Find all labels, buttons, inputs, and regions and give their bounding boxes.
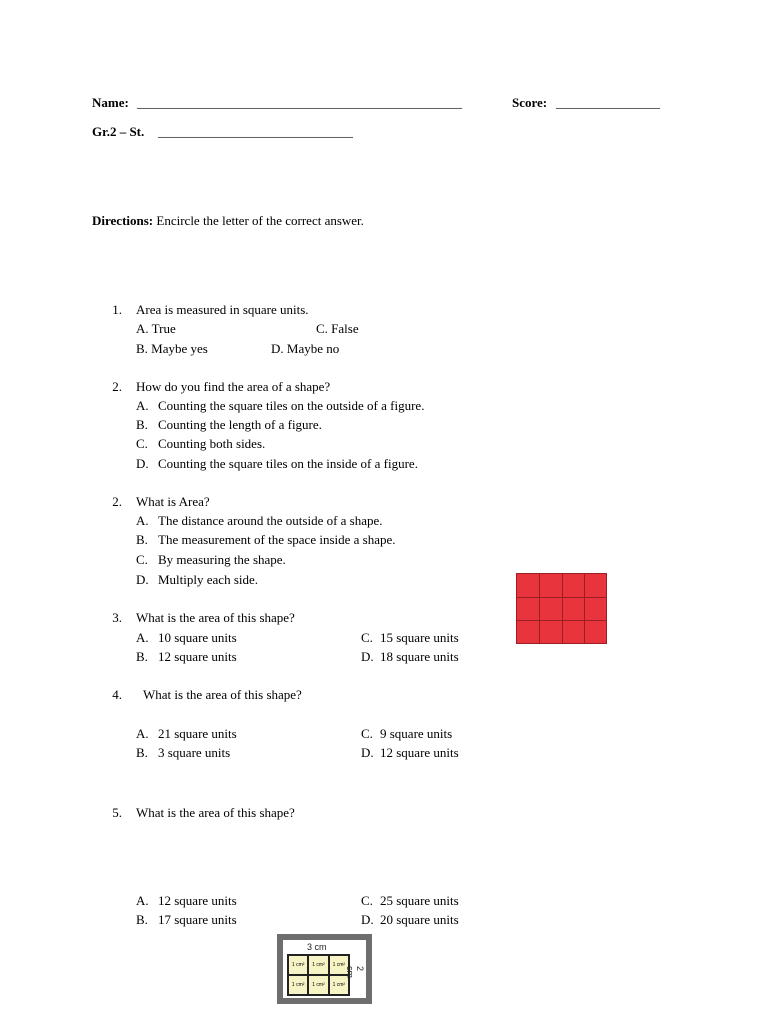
question-4-option-c-text[interactable]: 15 square units [380, 630, 459, 645]
question-2-number: 2. [112, 379, 122, 394]
unit-square-cell: 1 cm² [329, 955, 349, 975]
question-6-text: What is the area of this shape? [136, 805, 295, 820]
question-4-option-a-text[interactable]: 10 square units [158, 630, 237, 645]
question-3-number: 2. [112, 494, 122, 509]
question-3-option-b-letter[interactable]: B. [136, 532, 148, 547]
question-5-number: 4. [112, 687, 122, 702]
question-3-option-c-letter[interactable]: C. [136, 552, 148, 567]
rectangle-figure-inner [283, 940, 366, 998]
name-label: Name: [92, 95, 129, 110]
rectangle-unit-grid [287, 954, 350, 996]
question-1-option-c[interactable]: C. False [316, 321, 359, 336]
question-5-option-a-text[interactable]: 21 square units [158, 726, 237, 741]
name-blank[interactable]: __________________________________________________ [137, 95, 462, 110]
question-5-option-d-text[interactable]: 12 square units [380, 745, 459, 760]
question-1-option-d[interactable]: D. Maybe no [271, 341, 340, 356]
directions-text: Encircle the letter of the correct answer. [153, 213, 364, 228]
rectangle-width-label: 3 cm [307, 942, 327, 952]
score-label: Score: [512, 95, 548, 110]
question-5-text: What is the area of this shape? [143, 687, 302, 702]
red-tile-grid-figure [516, 573, 607, 644]
question-4-option-a-letter[interactable]: A. [136, 630, 149, 645]
directions-label: Directions: [92, 213, 154, 228]
question-3-option-d-letter[interactable]: D. [136, 572, 149, 587]
unit-square-cell: 1 cm² [329, 975, 349, 995]
question-6-option-c-letter[interactable]: C. [361, 893, 373, 908]
rectangle-height-label: 2 cm [345, 966, 365, 978]
question-1-option-b[interactable]: B. Maybe yes [136, 341, 208, 356]
question-2-text: How do you find the area of a shape? [136, 379, 331, 394]
question-3-option-c-text[interactable]: By measuring the shape. [158, 552, 286, 567]
question-2-option-d-text[interactable]: Counting the square tiles on the inside of a figure. [158, 456, 418, 471]
question-4-option-c-letter[interactable]: C. [361, 630, 373, 645]
question-2-option-a-letter[interactable]: A. [136, 398, 149, 413]
question-6-option-d-text[interactable]: 20 square units [380, 912, 459, 927]
question-2-option-a-text[interactable]: Counting the square tiles on the outside of a figure. [158, 398, 425, 413]
question-6-option-b-letter[interactable]: B. [136, 912, 148, 927]
question-6-option-c-text[interactable]: 25 square units [380, 893, 459, 908]
question-2-option-b-text[interactable]: Counting the length of a figure. [158, 417, 322, 432]
question-6-number: 5. [112, 805, 122, 820]
question-3-option-a-text[interactable]: The distance around the outside of a shape. [158, 513, 383, 528]
question-3-option-d-text[interactable]: Multiply each side. [158, 572, 259, 587]
question-1-number: 1. [112, 302, 122, 317]
question-2-option-c-letter[interactable]: C. [136, 436, 148, 451]
question-5-option-b-letter[interactable]: B. [136, 745, 148, 760]
grade-label: Gr.2 – St. [92, 124, 145, 139]
question-6-option-b-text[interactable]: 17 square units [158, 912, 237, 927]
question-3-text: What is Area? [136, 494, 210, 509]
rectangle-area-figure [277, 934, 372, 1004]
question-2-option-b-letter[interactable]: B. [136, 417, 148, 432]
question-2-option-d-letter[interactable]: D. [136, 456, 149, 471]
question-5-option-b-text[interactable]: 3 square units [158, 745, 231, 760]
unit-square-cell: 1 cm² [308, 975, 328, 995]
grade-blank[interactable]: ______________________________ [158, 124, 353, 139]
question-5-option-a-letter[interactable]: A. [136, 726, 149, 741]
question-4-number: 3. [112, 610, 122, 625]
question-4-option-b-letter[interactable]: B. [136, 649, 148, 664]
question-3-option-b-text[interactable]: The measurement of the space inside a shape. [158, 532, 396, 547]
question-5-option-d-letter[interactable]: D. [361, 745, 374, 760]
question-5-option-c-text[interactable]: 9 square units [380, 726, 453, 741]
question-6-option-a-text[interactable]: 12 square units [158, 893, 237, 908]
question-1-option-a[interactable]: A. True [136, 321, 176, 336]
unit-square-cell: 1 cm² [308, 955, 328, 975]
question-5-option-c-letter[interactable]: C. [361, 726, 373, 741]
question-1-text: Area is measured in square units. [136, 302, 309, 317]
directions [92, 213, 364, 229]
score-blank[interactable]: ________________ [556, 95, 660, 110]
unit-square-cell: 1 cm² [288, 955, 308, 975]
question-4-text: What is the area of this shape? [136, 610, 295, 625]
question-4-option-b-text[interactable]: 12 square units [158, 649, 237, 664]
question-4-option-d-text[interactable]: 18 square units [380, 649, 459, 664]
question-6-option-a-letter[interactable]: A. [136, 893, 149, 908]
unit-square-cell: 1 cm² [288, 975, 308, 995]
question-6-option-d-letter[interactable]: D. [361, 912, 374, 927]
question-3-option-a-letter[interactable]: A. [136, 513, 149, 528]
question-4-option-d-letter[interactable]: D. [361, 649, 374, 664]
question-2-option-c-text[interactable]: Counting both sides. [158, 436, 266, 451]
